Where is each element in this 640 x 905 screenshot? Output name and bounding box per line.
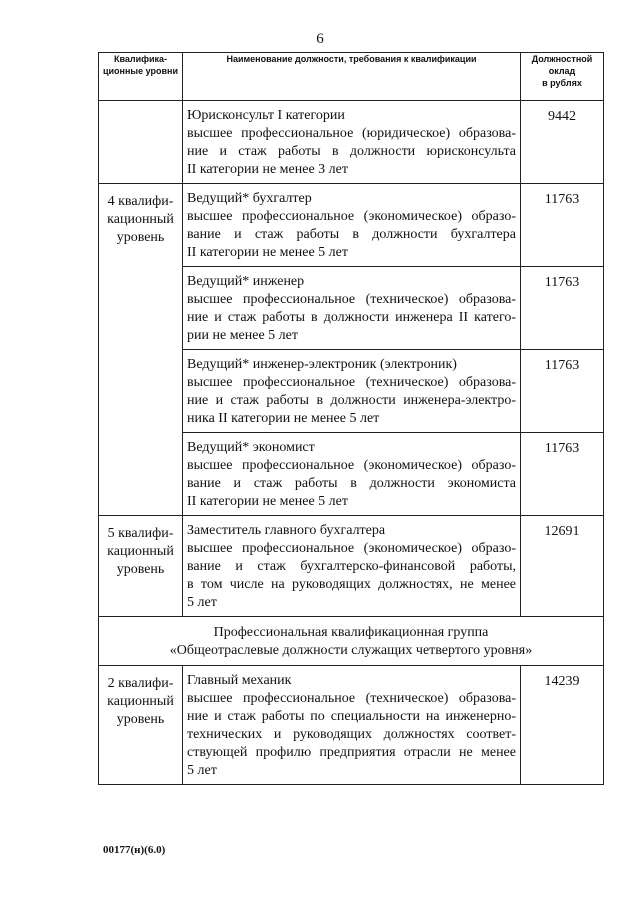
level-cell: [99, 101, 183, 184]
requirement-line: высшее профессиональное (техническое) образова-: [187, 292, 516, 307]
page-number: 6: [316, 31, 324, 47]
requirement-line: II категории не менее 5 лет: [187, 494, 348, 509]
position-title: Ведущий* бухгалтер: [187, 191, 312, 206]
requirement-line: ника II категории не менее 5 лет: [187, 411, 380, 426]
position-cell: [183, 433, 521, 516]
table-row: [99, 516, 604, 617]
requirement-line: ние и стаж работы в должности инженера-электро-: [187, 393, 516, 408]
requirement-line: высшее профессиональное (техническое) образова-: [187, 375, 516, 390]
salary-cell: 11763: [521, 350, 604, 433]
salary-cell: 11763: [521, 267, 604, 350]
position-cell: [183, 184, 521, 267]
requirement-line: технических и руководящих должностях соответ-: [187, 727, 516, 742]
requirement-line: вание и стаж работы в должности бухгалтера: [187, 227, 516, 242]
group-header: [99, 617, 604, 666]
requirement-line: вание и стаж работы в должности экономиста: [187, 476, 516, 491]
salary-cell: 9442: [521, 101, 604, 184]
salary-cell: 14239: [521, 666, 604, 785]
table-row: [99, 101, 604, 184]
position-cell: [183, 101, 521, 184]
document-code: 00177(н)(6.0): [103, 844, 166, 856]
position-title: Ведущий* инженер-электроник (электроник): [187, 357, 457, 372]
level-cell: 4 квалифи- кационный уровень: [99, 184, 183, 516]
requirement-line: высшее профессиональное (экономическое) образо-: [187, 209, 516, 224]
position-title: Ведущий* экономист: [187, 440, 315, 455]
salary-cell: 11763: [521, 184, 604, 267]
requirement-line: II категории не менее 3 лет: [187, 162, 348, 177]
requirement-line: II категории не менее 5 лет: [187, 245, 348, 260]
qualification-table: [98, 52, 604, 785]
position-cell: [183, 516, 521, 617]
requirement-line: ние и стаж работы в должности юрисконсульта: [187, 144, 516, 159]
salary-cell: 11763: [521, 433, 604, 516]
position-title: Юрисконсульт I категории: [187, 108, 345, 123]
group-header-row: [99, 617, 604, 666]
salary-cell: 12691: [521, 516, 604, 617]
requirement-line: высшее профессиональное (техническое) образова-: [187, 691, 516, 706]
requirement-line: ние и стаж работы по специальности на инженерно-: [187, 709, 516, 724]
header-salary: Должностной оклад в рублях: [521, 53, 604, 101]
group-header-line2: «Общеотраслевые должности служащих четвертого уровня»: [169, 643, 533, 658]
requirement-line: ние и стаж работы в должности инженера II катего-: [187, 310, 516, 325]
requirement-line: вание и стаж бухгалтерско-финансовой работы,: [187, 559, 516, 574]
level-cell: 5 квалифи- кационный уровень: [99, 516, 183, 617]
table-header-row: [99, 53, 604, 101]
position-title: Главный механик: [187, 673, 292, 688]
position-title: Заместитель главного бухгалтера: [187, 523, 386, 538]
position-cell: [183, 666, 521, 785]
requirement-line: 5 лет: [187, 763, 217, 778]
requirement-line: высшее профессиональное (юридическое) образова-: [187, 126, 516, 141]
requirement-line: высшее профессиональное (экономическое) образо-: [187, 541, 516, 556]
table-row: [99, 666, 604, 785]
position-cell: [183, 350, 521, 433]
position-cell: [183, 267, 521, 350]
group-header-line1: Профессиональная квалификационная группа: [213, 625, 489, 640]
requirement-line: 5 лет: [187, 595, 217, 610]
header-level: Квалифика- ционные уровни: [99, 53, 183, 101]
header-position: Наименование должности, требования к квалификации: [183, 53, 521, 101]
requirement-line: рии не менее 5 лет: [187, 328, 299, 343]
requirement-line: ствующей профилю предприятия отрасли не менее: [187, 745, 516, 760]
requirement-line: высшее профессиональное (экономическое) образо-: [187, 458, 516, 473]
table-row: [99, 184, 604, 267]
requirement-line: в том числе на руководящих должностях, не менее: [187, 577, 516, 592]
position-title: Ведущий* инженер: [187, 274, 305, 289]
level-cell: 2 квалифи- кационный уровень: [99, 666, 183, 785]
